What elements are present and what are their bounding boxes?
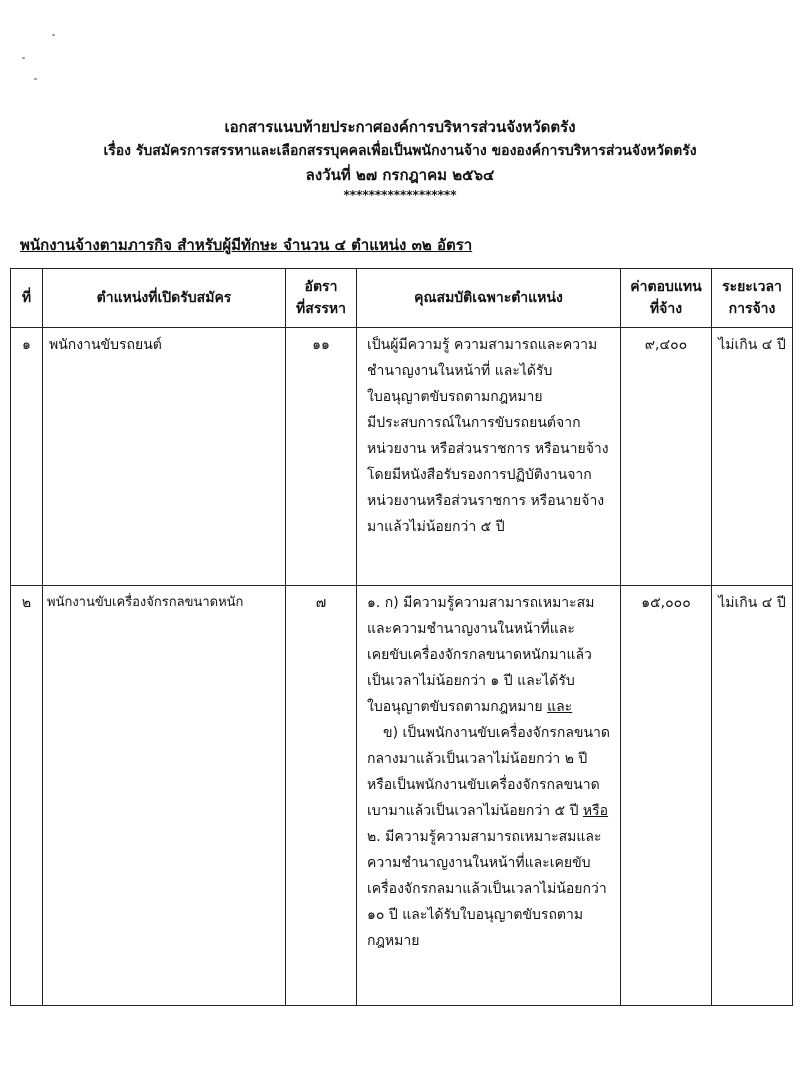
scan-speck [34, 78, 37, 80]
header-term-line2: การจ้าง [728, 301, 776, 317]
qualification-line: หน่วยงานหรือส่วนราชการ หรือนายจ้าง [367, 493, 605, 509]
qualification-line: มาแล้วไม่น้อยกว่า ๕ ปี [367, 519, 505, 535]
section-title: พนักงานจ้างตามภารกิจ สำหรับผู้มีทักษะ จำนวน ๔ ตำแหน่ง ๓๒ อัตรา [20, 236, 473, 254]
qualification-line: โดยมีหนังสือรับรองการปฏิบัติงานจาก [367, 467, 592, 483]
row-count: ๗ [286, 586, 357, 1006]
qualification-line: เป็นเวลาไม่น้อยกว่า ๑ ปี และได้รับ [367, 673, 575, 689]
header-title: เอกสารแนบท้ายประกาศองค์การบริหารส่วนจังหวัดตรัง [224, 118, 576, 136]
header-count [286, 269, 357, 328]
scan-speck [22, 57, 25, 59]
header-term-line1: ระยะเวลา [722, 279, 782, 295]
qualification-line: เคยขับเครื่องจักรกลขนาดหนักมาแล้ว [367, 647, 592, 663]
row-qualification [357, 586, 621, 1006]
header-stars: ****************** [343, 188, 457, 202]
header-count-line1: อัตรา [304, 279, 338, 295]
header-term [712, 269, 793, 328]
scan-speck [52, 34, 55, 36]
qualification-line: หน่วยงาน หรือส่วนราชการ หรือนายจ้าง [367, 441, 609, 457]
qualification-line-with-and [367, 694, 612, 720]
qualification-line: ใบอนุญาตขับรถตามกฎหมาย [367, 389, 543, 405]
qualification-line: เป็นผู้มีความรู้ ความสามารถและความ [367, 337, 598, 353]
row-qualification [357, 328, 621, 586]
qualification-line: ความชำนาญงานในหน้าที่และเคยขับ [367, 855, 591, 871]
row-position: พนักงานขับเครื่องจักรกลขนาดหนัก [43, 586, 286, 1006]
qualification-line: หรือเป็นพนักงานขับเครื่องจักรกลขนาด [367, 777, 600, 793]
header-pay-line2: ที่จ้าง [649, 301, 683, 317]
table-row [11, 328, 793, 586]
qualification-line: กลางมาแล้วเป็นเวลาไม่น้อยกว่า ๒ ปี [367, 751, 588, 767]
qualification-line: ๒. มีความรู้ความสามารถเหมาะสมและ [367, 829, 602, 845]
row-pay: ๙,๔๐๐ [621, 328, 712, 586]
qualification-line: มีประสบการณ์ในการขับรถยนต์จาก [367, 415, 581, 431]
qualification-line: ข) เป็นพนักงานขับเครื่องจักรกลขนาด [383, 725, 610, 741]
row-number: ๒ [11, 586, 43, 1006]
row-term: ไม่เกิน ๔ ปี [712, 586, 793, 1006]
and-word: และ [547, 699, 573, 715]
qualification-text: ใบอนุญาตขับรถตามกฎหมาย [367, 699, 543, 715]
header-pay [621, 269, 712, 328]
row-count: ๑๑ [286, 328, 357, 586]
qualification-line: ๑๐ ปี และได้รับใบอนุญาตขับรถตาม [367, 907, 584, 923]
header-subject: เรื่อง รับสมัครการสรรหาและเลือกสรรบุคคลเพื่อเป็นพนักงานจ้าง ขององค์การบริหารส่วนจังหวัดตรัง [103, 143, 697, 159]
header-position: ตำแหน่งที่เปิดรับสมัคร [43, 269, 286, 328]
qualification-text: เบามาแล้วเป็นเวลาไม่น้อยกว่า ๕ ปี [367, 803, 579, 819]
header-qualification: คุณสมบัติเฉพาะตำแหน่ง [357, 269, 621, 328]
row-term: ไม่เกิน ๔ ปี [712, 328, 793, 586]
header-count-line2: ที่สรรหา [296, 301, 346, 317]
header-date: ลงวันที่ ๒๗ กรกฎาคม ๒๕๖๔ [305, 166, 495, 184]
row-pay: ๑๕,๐๐๐ [621, 586, 712, 1006]
row-number: ๑ [11, 328, 43, 586]
qualification-line: และความชำนาญงานในหน้าที่และ [367, 621, 575, 637]
header-pay-line1: ค่าตอบแทน [630, 279, 702, 295]
row-position: พนักงานขับรถยนต์ [43, 328, 286, 586]
qualification-line-with-or [367, 798, 612, 824]
table-header-row [11, 269, 793, 328]
qualification-line: เครื่องจักรกลมาแล้วเป็นเวลาไม่น้อยกว่า [367, 881, 607, 897]
qualification-line: กฎหมาย [367, 933, 420, 949]
positions-table [10, 268, 793, 1006]
table-row [11, 586, 793, 1006]
header-no: ที่ [11, 269, 43, 328]
or-word: หรือ [582, 803, 609, 819]
document-header [0, 115, 800, 203]
qualification-line: ๑. ก) มีความรู้ความสามารถเหมาะสม [367, 595, 595, 611]
qualification-line: ชำนาญงานในหน้าที่ และได้รับ [367, 363, 553, 379]
